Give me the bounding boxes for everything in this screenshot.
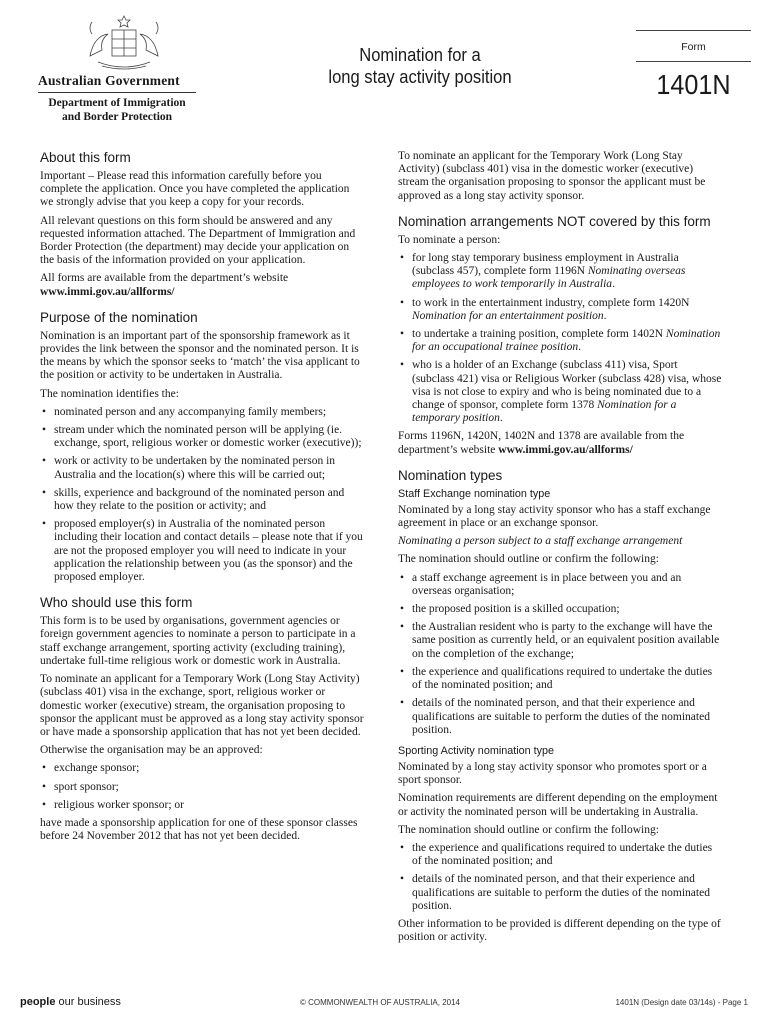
- paragraph: All relevant questions on this form should be answered and any requested information attached. The Department of Immigration and Border Protection (the department) may decide your application on the basis of the information provided on your application.: [40, 214, 356, 267]
- list-item: • religious worker sponsor; or: [40, 799, 364, 812]
- nomination-types-section: [398, 468, 722, 944]
- list-item: • work or activity to be undertaken by the nominated person in Australia and the location(s) where this will be carried out;: [40, 455, 364, 481]
- list-item: • stream under which the nominated person will be applying (ie. exchange, sport, religious worker or domestic worker (executive));: [40, 424, 364, 450]
- list-item: [398, 359, 722, 425]
- website-text: Forms 1196N, 1420N, 1402N and 1378 are available from the department’s website: [398, 430, 685, 456]
- section-heading: Who should use this form: [40, 595, 193, 611]
- item-end: .: [612, 278, 615, 291]
- divider: [636, 61, 751, 62]
- list-item: • nominated person and any accompanying family members;: [40, 406, 364, 419]
- item-end: .: [578, 341, 581, 354]
- title-line-1: Nomination for a: [359, 45, 481, 65]
- item-end: .: [603, 309, 607, 322]
- list-item: • details of the nominated person, and that their experience and qualifications are suitable to perform the duties of the nominated position.: [398, 873, 722, 913]
- list-item: [398, 328, 722, 354]
- website-text: All forms are available from the department’s website: [40, 272, 289, 285]
- subsection-heading: Sporting Activity nomination type: [398, 744, 555, 757]
- right-column: [398, 150, 722, 949]
- paragraph: Important – Please read this information carefully before you complete the application. Once you have completed the application we strongly advise that you keep a copy for your records.: [40, 170, 350, 209]
- list-item: • sport sponsor;: [40, 781, 364, 794]
- section-heading: Nomination types: [398, 467, 503, 483]
- purpose-section: [40, 310, 364, 584]
- form-label: Form: [681, 41, 706, 53]
- department-name: [38, 96, 196, 124]
- page-header: [0, 0, 770, 140]
- form-title: [291, 44, 549, 88]
- paragraph: Other information to be provided is different depending on the type of position or activity.: [398, 917, 721, 944]
- sporting-list: [398, 842, 722, 913]
- form-name: Nomination for an entertainment position: [412, 309, 604, 322]
- purpose-list: [40, 406, 364, 584]
- paragraph: have made a sponsorship application for one of these sponsor classes before 24 November 2012 that has not yet been decided.: [40, 816, 358, 843]
- paragraph: To nominate a person:: [398, 233, 501, 246]
- subsection-heading: Staff Exchange nomination type: [398, 487, 551, 500]
- paragraph-italic: Nominating a person subject to a staff exchange arrangement: [398, 535, 683, 548]
- paragraph: The nomination should outline or confirm the following:: [398, 823, 659, 836]
- not-covered-list: [398, 252, 722, 425]
- title-line-2: long stay activity position: [328, 67, 512, 87]
- list-item: • skills, experience and background of the nominated person and how they relate to the position or activity; and: [40, 487, 364, 513]
- not-covered-section: [398, 214, 722, 457]
- brand-bold: people: [20, 996, 56, 1008]
- list-item: [398, 297, 722, 323]
- form-number: 1401N: [656, 69, 731, 100]
- paragraph: This form is to be used by organisations, government agencies or foreign government agencies to nominate a person to participate in a staff exchange arrangement, sporting activity (excluding training), undertake full-time religious work or domestic work in Australia.: [40, 615, 356, 667]
- paragraph: Otherwise the organisation may be an approved:: [40, 744, 263, 757]
- paragraph: To nominate an applicant for the Temporary Work (Long Stay Activity) (subclass 401) visa in the domestic worker (executive) stream the organisation proposing to sponsor the applicant must be approved as a long stay activity sponsor.: [398, 150, 706, 202]
- list-item: • the proposed position is a skilled occupation;: [398, 603, 722, 616]
- list-item: • exchange sponsor;: [40, 762, 364, 775]
- section-heading: Nomination arrangements NOT covered by this form: [398, 213, 711, 229]
- list-item: • the experience and qualifications required to undertake the duties of the nominated position; and: [398, 842, 722, 868]
- about-section: [40, 150, 364, 299]
- paragraph: The nomination identifies the:: [40, 387, 179, 400]
- form-number-box: [636, 30, 751, 113]
- department-line-2: and Border Protection: [61, 111, 173, 123]
- form-name: Nomination for an occupational trainee position: [412, 328, 721, 354]
- who-section: [40, 595, 364, 843]
- form-name: Nominating overseas employees to work temporarily in Australia: [412, 265, 686, 291]
- list-item: [398, 252, 722, 292]
- section-heading: Purpose of the nomination: [40, 309, 198, 325]
- list-item: • the experience and qualifications required to undertake the duties of the nominated position; and: [398, 666, 722, 692]
- paragraph: Nomination requirements are different depending on the employment or activity the nominated person will be undertaking in Australia.: [398, 792, 718, 818]
- paragraph: To nominate an applicant for a Temporary Work (Long Stay Activity) (subclass 401) visa in the exchange, sport, religious worker or domestic worker (executive) stream, the organisation proposing to sponsor the applicant must be approved as a long stay activity sponsor or have made a sponsorship application that has not yet been decided.: [40, 673, 364, 738]
- sponsor-list: [40, 762, 364, 812]
- list-item: • details of the nominated person, and that their experience and qualifications are suitable to perform the duties of the nominated position.: [398, 697, 722, 737]
- list-item: • a staff exchange agreement is in place between you and an overseas organisation;: [398, 572, 722, 598]
- item-text: for long stay temporary business employment in Australia (subclass 457), complete form 1196N: [412, 252, 679, 278]
- paragraph: Nominated by a long stay activity sponsor who promotes sport or a sport sponsor.: [398, 760, 707, 787]
- item-text: to undertake a training position, complete form 1402N: [412, 328, 666, 341]
- list-item: • the Australian resident who is party to the exchange will have the same position as currently held, or an equivalent position available on the completion of the exchange;: [398, 621, 722, 661]
- paragraph: [40, 272, 364, 298]
- paragraph: [398, 430, 722, 456]
- coat-of-arms-logo: [78, 12, 170, 72]
- paragraph: Nomination is an important part of the sponsorship framework as it provides the link between the sponsor and the nominated person. It is the means by which the sponsor seeks to ‘match’ the visa applicant to the position or activity to be undertaken in Australia.: [40, 329, 360, 382]
- form-name: Nomination for a temporary position: [412, 399, 677, 425]
- page-footer: [0, 996, 770, 1016]
- item-text: to work in the entertainment industry, complete form 1420N: [412, 296, 690, 309]
- brand-tagline: [20, 996, 121, 1008]
- website-link[interactable]: www.immi.gov.au/allforms/: [498, 443, 633, 456]
- left-column: [40, 150, 364, 848]
- divider: [38, 92, 196, 93]
- website-link[interactable]: www.immi.gov.au/allforms/: [40, 285, 175, 298]
- item-end: .: [499, 412, 503, 425]
- list-item: • proposed employer(s) in Australia of the nominated person including their location and contact details – please note that if you are not the proposed employer you will need to indicate in your application the relationship between you (as the sponsor) and the proposed employer.: [40, 518, 364, 584]
- paragraph: The nomination should outline or confirm the following:: [398, 553, 659, 566]
- copyright: © COMMONWEALTH OF AUSTRALIA, 2014: [300, 998, 460, 1007]
- item-text: who is a holder of an Exchange (subclass 411) visa, Sport (subclass 421) visa or Religious Worker (subclass 428) visa, whose visa is not close to expiry and who is being nominated due to a change of sponsor, complete form 1378: [412, 359, 722, 412]
- brand-rest: our business: [55, 996, 121, 1008]
- paragraph: Nominated by a long stay activity sponsor who has a staff exchange agreement in place or an exchange sponsor.: [398, 503, 711, 530]
- government-name: Australian Government: [38, 73, 180, 88]
- page-info: 1401N (Design date 03/14s) - Page 1: [615, 998, 748, 1007]
- staff-exchange-list: [398, 572, 722, 737]
- department-line-1: Department of Immigration: [48, 97, 186, 109]
- section-heading: About this form: [40, 150, 131, 165]
